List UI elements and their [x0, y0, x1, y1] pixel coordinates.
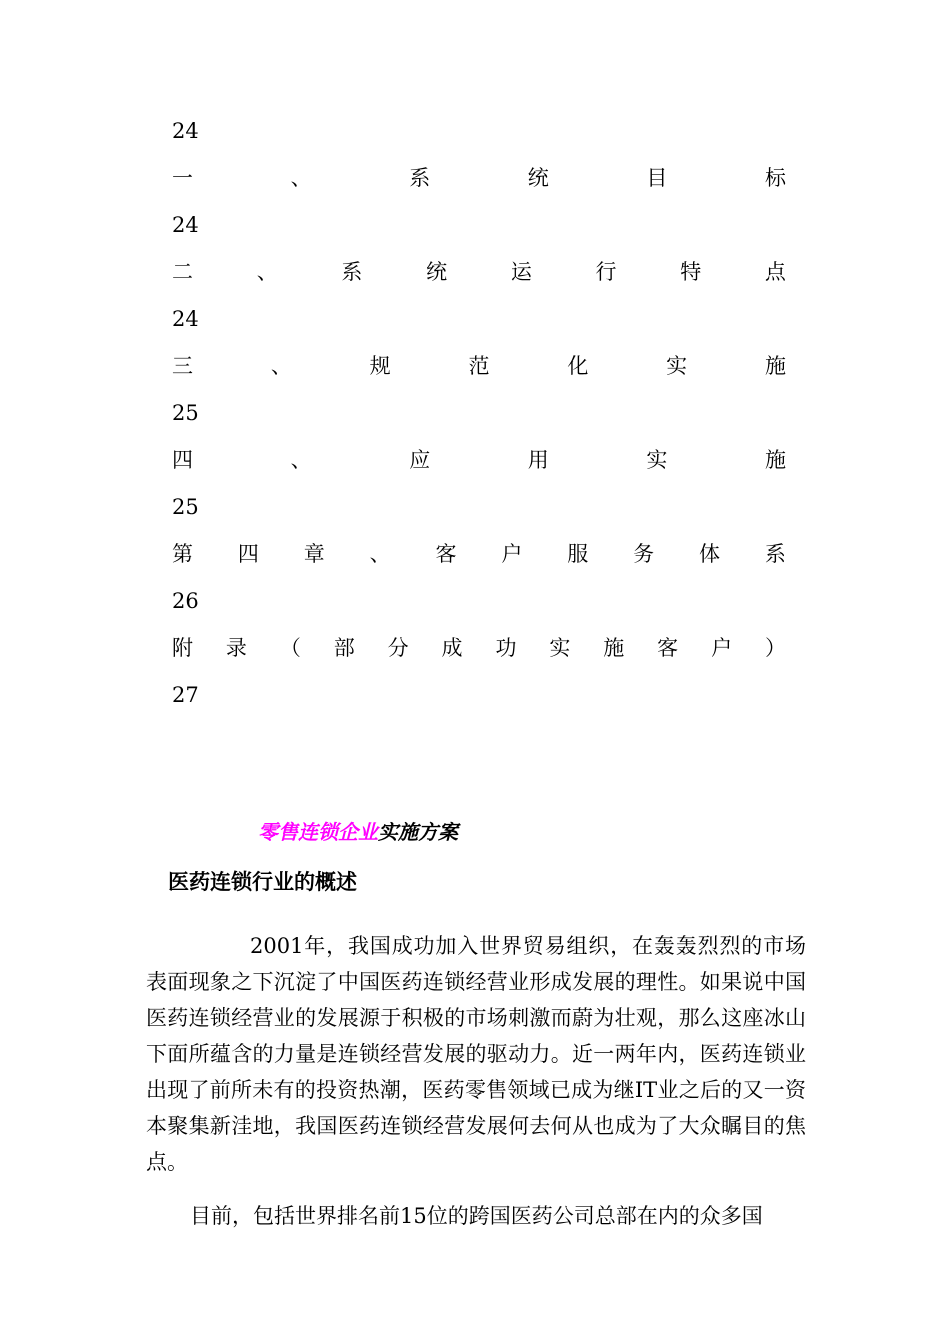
document-title-highlight: 零售连锁企业 — [258, 820, 378, 844]
toc-entry-appendix[interactable]: 附 录 （ 部 分 成 功 实 施 客 户 ） — [172, 636, 786, 660]
toc-entry-application-implementation[interactable]: 四 、 应 用 实 施 — [172, 448, 786, 472]
toc-page-number: 24 — [172, 119, 199, 143]
table-of-contents — [172, 116, 786, 726]
toc-page-number: 27 — [172, 683, 199, 707]
toc-entry-system-features[interactable]: 二 、 系 统 运 行 特 点 — [172, 260, 786, 284]
toc-entry-chapter-four[interactable]: 第 四 章 、 客 户 服 务 体 系 — [172, 542, 786, 566]
body-paragraph: 目前，包括世界排名前15位的跨国医药公司总部在内的众多国 — [190, 1204, 763, 1228]
body-paragraph: 2001年，我国成功加入世界贸易组织，在轰轰烈烈的市场表面现象之下沉淀了中国医药连锁经营业形成发展的理性。如果说中国医药连锁经营业的发展源于积极的市场刺激而蔚为壮观，那么这座冰山下面所蕴含的力量是连锁经营发展的驱动力。近一两年内，医药连锁业出现了前所未有的投资热潮，医药零售领域已成为继IT业之后的又一资本聚集新洼地，我国医药连锁经营发展何去何从也成为了大众瞩目的焦点。 — [146, 934, 806, 1174]
document-title — [258, 816, 458, 848]
document-title-rest: 实施方案 — [378, 820, 458, 844]
toc-entry-standardized-implementation[interactable]: 三 、 规 范 化 实 施 — [172, 354, 786, 378]
toc-page-number: 26 — [172, 589, 199, 613]
toc-page-number: 24 — [172, 213, 199, 237]
section-heading: 医药连锁行业的概述 — [168, 870, 357, 894]
toc-page-number: 25 — [172, 495, 199, 519]
toc-page-number: 24 — [172, 307, 199, 331]
toc-page-number: 25 — [172, 401, 199, 425]
toc-entry-system-goals[interactable]: 一 、 系 统 目 标 — [172, 166, 786, 190]
